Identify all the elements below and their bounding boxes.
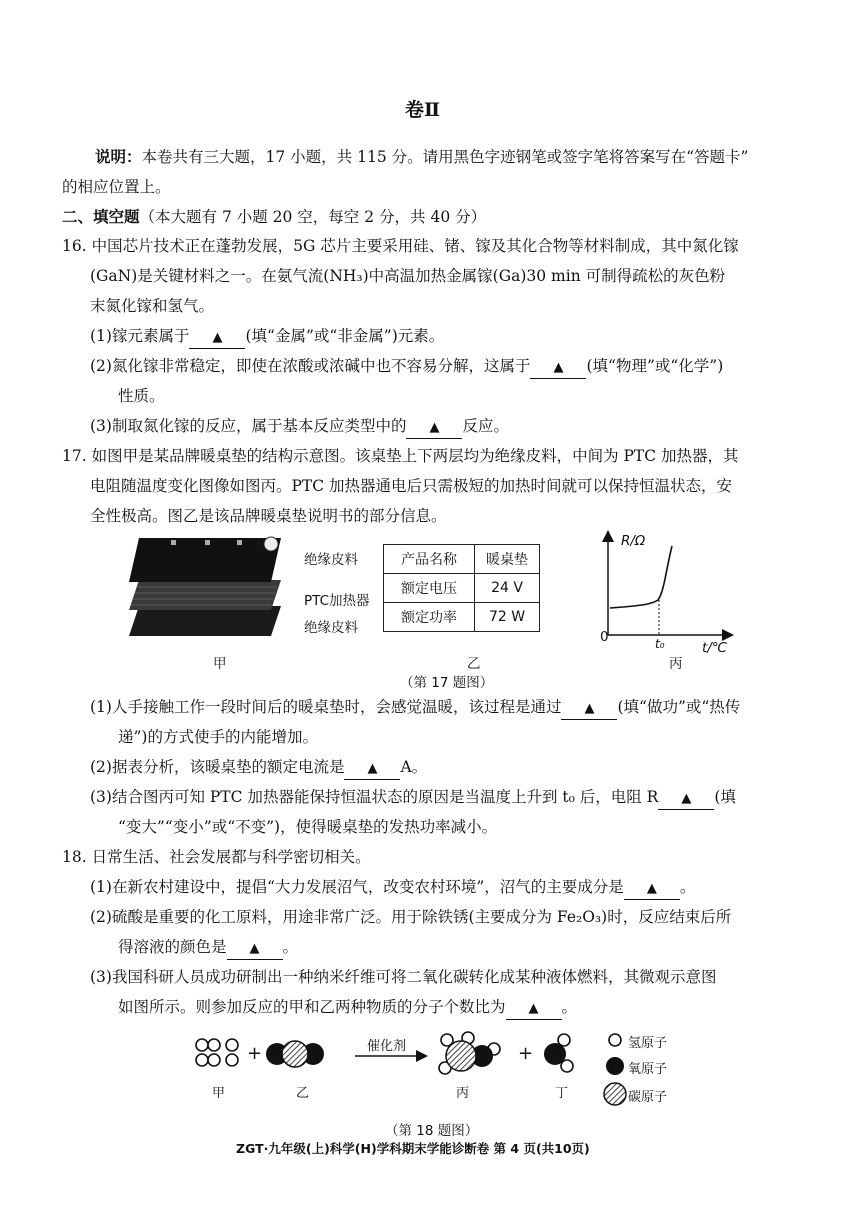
table-cell: 产品名称 — [384, 545, 475, 574]
section-note: （本大题有 7 小题 20 空，每空 2 分，共 40 分） — [139, 208, 487, 226]
q17-sub-3 — [90, 787, 736, 810]
q16-sub-1 — [90, 326, 444, 349]
instruction-label: 说明： — [95, 147, 142, 166]
q18-s1-tail: 。 — [679, 878, 696, 896]
mol-label-jia: 甲 — [212, 1086, 226, 1101]
q17-sub-1-cont: 递”)的方式使手的内能增加。 — [118, 728, 318, 746]
q17-sub-3-cont: “变大”“变小”或“不变”)，使得暖桌垫的发热功率减小。 — [118, 818, 498, 836]
plus-sign: + — [518, 1043, 534, 1064]
q17-sub-2 — [90, 757, 427, 780]
graph-t0: t₀ — [655, 637, 665, 651]
section-heading — [62, 207, 486, 227]
answer-blank[interactable]: ▲ — [506, 999, 562, 1020]
mol-label-bing: 丙 — [456, 1086, 470, 1101]
page-title: 卷Ⅱ — [405, 99, 441, 121]
resistance-temperature-graph — [596, 530, 736, 655]
q17-s1-tail: (填“做功”或“热传 — [617, 698, 741, 716]
q16-s1-tail: (填“金属”或“非金属”)元素。 — [245, 327, 445, 345]
answer-blank[interactable]: ▲ — [530, 358, 586, 379]
graph-ylabel: R/Ω — [621, 533, 646, 549]
graph-xlabel: t/℃ — [702, 640, 728, 656]
q16-sub-2 — [90, 356, 723, 379]
instruction-line-2: 的相应位置上。 — [62, 178, 171, 196]
q18-s3-tail: 。 — [561, 998, 578, 1016]
mol-label-ding: 丁 — [555, 1086, 569, 1101]
heating-pad-diagram — [125, 532, 305, 642]
q18-sub-3-cont — [118, 997, 577, 1020]
fig18-caption: （第 18 题图） — [385, 1123, 479, 1139]
table-cell: 额定功率 — [384, 603, 475, 632]
q17-s3-text: (3)结合图丙可知 PTC 加热器能保持恒温状态的原因是当温度上升到 t₀ 后，电阻 R — [90, 788, 659, 806]
q18-line-1: 18. 日常生活、社会发展都与科学密切相关。 — [62, 848, 371, 866]
q16-sub-2-cont: 性质。 — [118, 387, 165, 405]
q16-s2-tail: (填“物理”或“化学”) — [586, 357, 724, 375]
section-label: 二、填空题 — [62, 207, 140, 226]
table-cell: 24 V — [475, 574, 540, 603]
q18-sub-2: (2)硫酸是重要的化工原料，用途非常广泛。用于除铁锈(主要成分为 Fe₂O₃)时，反应结束后所 — [90, 908, 732, 926]
fig-label-jia: 甲 — [213, 656, 227, 672]
q18-s2-tail: 。 — [282, 938, 299, 956]
q18-sub-1 — [90, 877, 695, 900]
answer-blank[interactable]: ▲ — [227, 939, 283, 960]
reaction-molecule-diagram — [185, 1028, 685, 1118]
q17-sub-1 — [90, 697, 740, 720]
mol-label-yi: 乙 — [296, 1086, 310, 1101]
q16-s1-text: (1)镓元素属于 — [90, 327, 190, 345]
label-insulation-bottom: 绝缘皮料 — [304, 620, 358, 636]
answer-blank[interactable]: ▲ — [344, 759, 400, 780]
table-row — [384, 574, 540, 603]
q16-line-2: (GaN)是关键材料之一。在氨气流(NH₃)中高温加热金属镓(Ga)30 min 可制得疏松的灰色粉 — [90, 267, 726, 285]
legend-carbon: 碳原子 — [628, 1090, 668, 1105]
q17-line-3: 全性极高。图乙是该品牌暖桌垫说明书的部分信息。 — [90, 507, 447, 525]
q18-s1-text: (1)在新农村建设中，提倡“大力发展沼气，改变农村环境”，沼气的主要成分是 — [90, 878, 624, 896]
label-insulation-top: 绝缘皮料 — [304, 552, 358, 568]
table-cell: 额定电压 — [384, 574, 475, 603]
answer-blank[interactable]: ▲ — [189, 328, 245, 349]
q17-s2-text: (2)据表分析，该暖桌垫的额定电流是 — [90, 758, 345, 776]
q18-sub-2-cont — [118, 937, 298, 960]
table-row — [384, 545, 540, 574]
q17-s2-tail: A。 — [400, 758, 428, 776]
label-ptc-heater: PTC加热器 — [304, 593, 370, 609]
answer-blank[interactable]: ▲ — [561, 699, 617, 720]
q17-line-1: 17. 如图甲是某品牌暖桌垫的结构示意图。该桌垫上下两层均为绝缘皮料，中间为 PTC 加热器，其 — [62, 447, 739, 465]
q16-line-1: 16. 中国芯片技术正在蓬勃发展，5G 芯片主要采用硅、锗、镓及其化合物等材料制成，其中氮化镓 — [62, 237, 739, 255]
fig-label-yi: 乙 — [467, 656, 481, 672]
answer-blank[interactable]: ▲ — [658, 789, 714, 810]
q16-s3-text: (3)制取氮化镓的反应，属于基本反应类型中的 — [90, 417, 407, 435]
table-cell: 暖桌垫 — [475, 545, 540, 574]
legend-hydrogen: 氢原子 — [628, 1036, 668, 1051]
q18-s2-text: 得溶液的颜色是 — [118, 938, 227, 956]
legend-oxygen: 氧原子 — [628, 1062, 668, 1077]
answer-blank[interactable]: ▲ — [624, 879, 680, 900]
spec-table — [383, 544, 540, 632]
q18-sub-3: (3)我国科研人员成功研制出一种纳米纤维可将二氧化碳转化成某种液体燃料，其微观示意图 — [90, 968, 717, 986]
fig-label-bing: 丙 — [669, 656, 683, 672]
instruction-line-1 — [95, 147, 748, 167]
q18-s3-text: 如图所示。则参加反应的甲和乙两种物质的分子个数比为 — [118, 998, 506, 1016]
q17-line-2: 电阻随温度变化图像如图丙。PTC 加热器通电后只需极短的加热时间就可以保持恒温状态，安 — [90, 477, 733, 495]
page-footer: ZGT·九年级(上)科学(H)学科期末学能诊断卷 第 4 页(共10页) — [236, 1141, 590, 1156]
table-cell: 72 W — [475, 603, 540, 632]
fig17-caption: （第 17 题图） — [400, 675, 494, 691]
q16-sub-3 — [90, 416, 509, 439]
graph-origin: 0 — [600, 629, 609, 645]
answer-blank[interactable]: ▲ — [406, 418, 462, 439]
q16-s2-text: (2)氮化镓非常稳定，即使在浓酸或浓碱中也不容易分解，这属于 — [90, 357, 531, 375]
instruction-text: 本卷共有三大题，17 小题，共 115 分。请用黑色字迹钢笔或签字笔将答案写在“答题卡” — [141, 148, 749, 166]
q17-s3-tail: (填 — [714, 788, 736, 806]
table-row — [384, 603, 540, 632]
q17-s1-text: (1)人手接触工作一段时间后的暖桌垫时，会感觉温暖，该过程是通过 — [90, 698, 562, 716]
plus-sign: + — [247, 1043, 263, 1064]
q16-line-3: 末氮化镓和氢气。 — [90, 297, 215, 315]
catalyst-label: 催化剂 — [367, 1039, 407, 1054]
q16-s3-tail: 反应。 — [462, 417, 509, 435]
